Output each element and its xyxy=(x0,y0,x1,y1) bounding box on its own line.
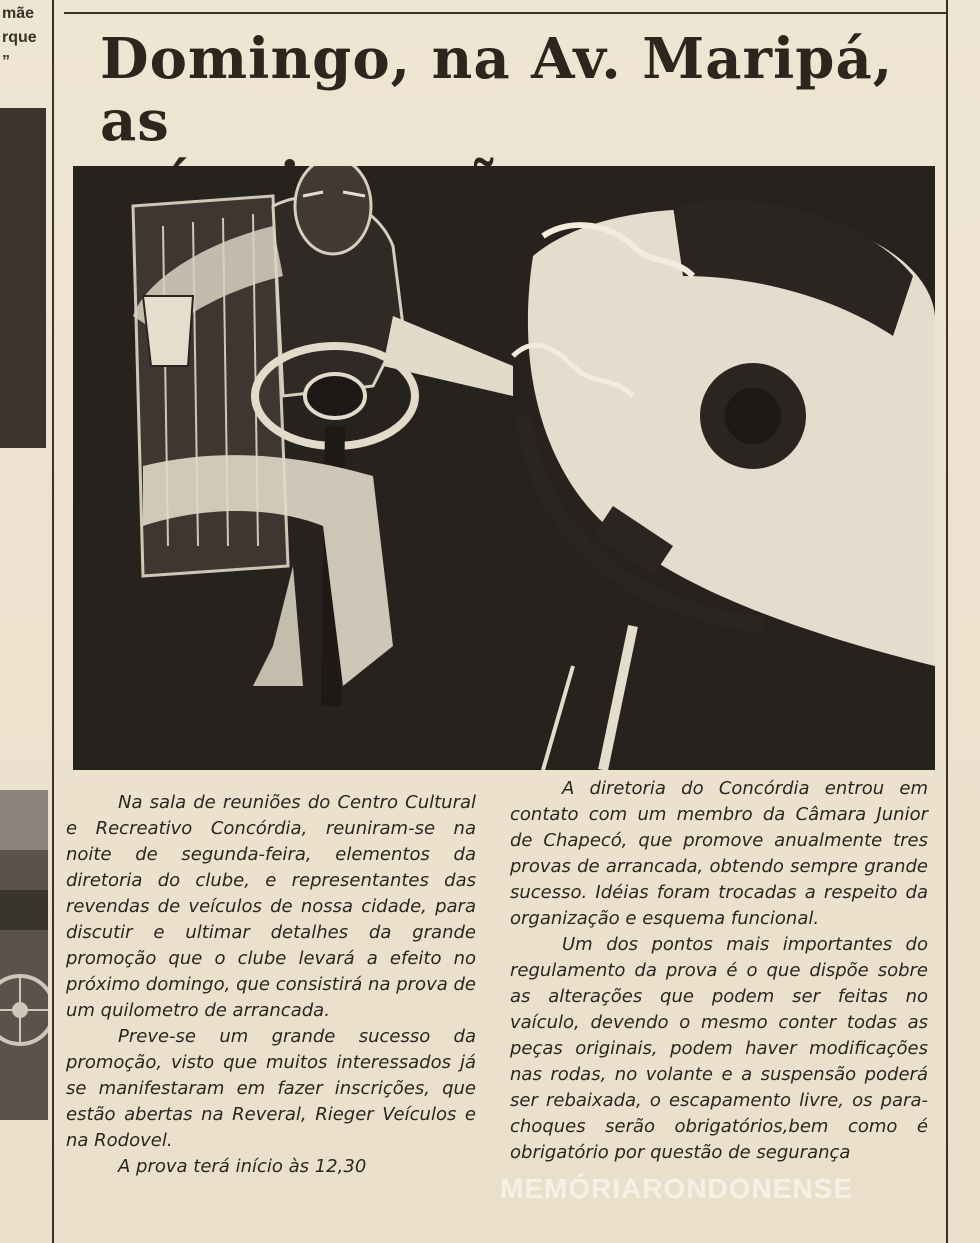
adjacent-text-line: rque xyxy=(2,29,37,46)
adjacent-text-line: ” xyxy=(2,53,10,70)
adjacent-photo-car xyxy=(0,790,48,1120)
watermark: MEMÓRIARONDONENSE xyxy=(500,1173,854,1204)
paragraph: Um dos pontos mais importantes do regulamento da prova é o que dispõe sobre as alterações que podem ser feitas no vaículo, devendo o mesmo conter todas as peças originais, podem haver modificações nas rodas, no volante e a suspensão poderá ser rebaixada, o escapamento livre, os para-choques serão obrigatórios,bem como é obrigatório por questão de segurança xyxy=(510,934,928,1163)
adjacent-text-line: mãe xyxy=(2,5,35,22)
article-column-1 xyxy=(66,790,476,1180)
article-column-2 xyxy=(510,776,928,1166)
top-rule xyxy=(64,12,946,14)
column-divider-left xyxy=(52,0,54,1243)
adjacent-column-text xyxy=(2,2,50,74)
column-divider-right xyxy=(946,0,948,1243)
paragraph: A diretoria do Concórdia entrou em contato com um membro da Câmara Junior de Chapecó, que promove anualmente tres provas de arrancada, obtendo sempre grande sucesso. Idéias foram trocadas a respeito da organização e esquema funcional. xyxy=(510,778,928,929)
driver-and-car-illustration-icon xyxy=(73,166,935,770)
paragraph: Preve-se um grande sucesso da promoção, visto que muitos interessados já se manifestaram em fazer inscrições, que estão abertas na Reveral, Rieger Veículos e na Rodovel. xyxy=(66,1026,476,1151)
adjacent-column xyxy=(0,0,52,1243)
paragraph: A prova terá início às 12,30 xyxy=(118,1156,367,1177)
adjacent-photo-dark xyxy=(0,108,46,448)
headline-line-1: Domingo, na Av. Maripá, as xyxy=(100,26,894,154)
paragraph: Na sala de reuniões do Centro Cultural e Recreativo Concórdia, reuniram-se na noite de segunda-feira, elementos da diretoria do clube, e representantes das revendas de veículos de nossa cidade, para discutir e ultimar detalhes da grande promoção que o clube levará a efeito no próximo domingo, que consistirá na prova de um quilometro de arrancada. xyxy=(66,792,476,1021)
